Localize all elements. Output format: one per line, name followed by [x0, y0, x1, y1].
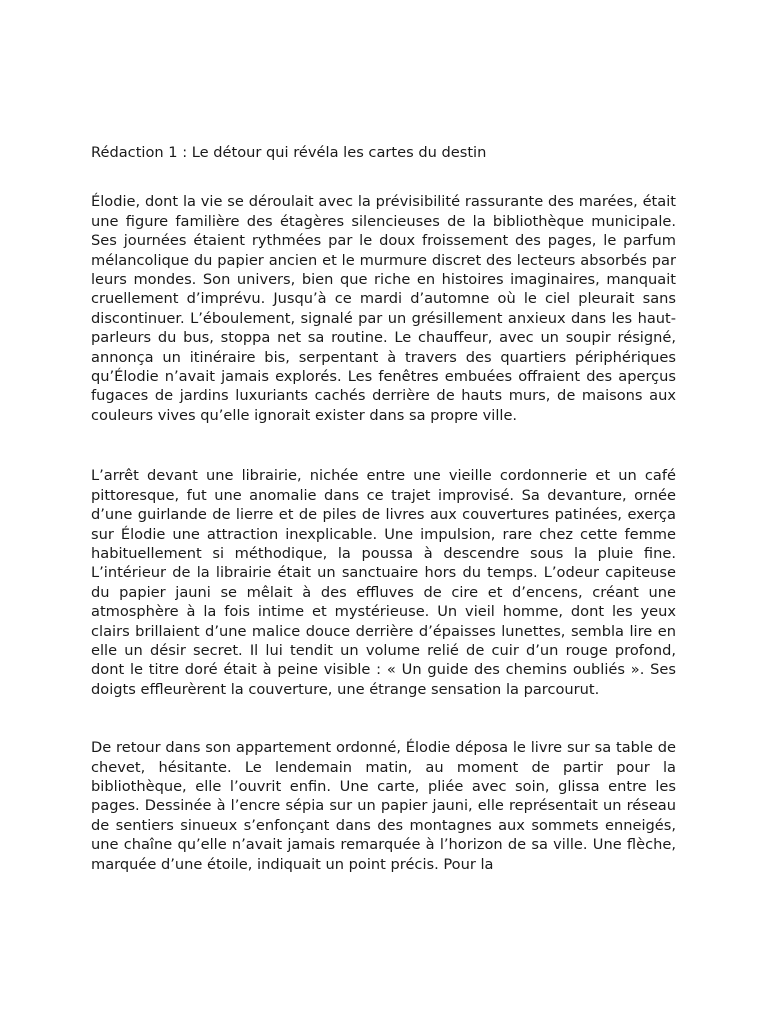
document-body	[91, 143, 676, 874]
paragraph-3: De retour dans son appartement ordonné, Élodie déposa le livre sur sa table de chevet, hésitante. Le lendemain matin, au moment de partir pour la bibliothèque, elle l’ouvrit enfin. Une carte, pliée avec soin, glissa entre les pages. Dessinée à l’encre sépia sur un papier jauni, elle représentait un réseau de sentiers sinueux s’enfonçant dans des montagnes aux sommets enneigés, une chaîne qu’elle n’avait jamais remarquée à l’horizon de sa ville. Une flèche, marquée d’une étoile, indiquait un point précis. Pour la	[91, 739, 676, 873]
paragraph-1: Élodie, dont la vie se déroulait avec la prévisibilité rassurante des marées, était une figure familière des étagères silencieuses de la bibliothèque municipale. Ses journées étaient rythmées par le doux froissement des pages, le parfum mélancolique du papier ancien et le murmure discret des lecteurs absorbés par leurs mondes. Son univers, bien que riche en histoires imaginaires, manquait cruellement d’imprévu. Jusqu’à ce mardi d’automne où le ciel pleurait sans discontinuer. L’éboulement, signalé par un grésillement anxieux dans les haut-parleurs du bus, stoppa net sa routine. Le chauffeur, avec un soupir résigné, annonça un itinéraire bis, serpentant à travers des quartiers périphériques qu’Élodie n’avait jamais explorés. Les fenêtres embuées offraient des aperçus fugaces de jardins luxuriants cachés derrière de hauts murs, de maisons aux couleurs vives qu’elle ignorait exister dans sa propre ville.	[91, 193, 676, 424]
paragraph-2: L’arrêt devant une librairie, nichée entre une vieille cordonnerie et un café pittoresque, fut une anomalie dans ce trajet improvisé. Sa devanture, ornée d’une guirlande de lierre et de piles de livres aux couvertures patinées, exerça sur Élodie une attraction inexplicable. Une impulsion, rare chez cette femme habituellement si méthodique, la poussa à descendre sous la pluie fine. L’intérieur de la librairie était un sanctuaire hors du temps. L’odeur capiteuse du papier jauni se mêlait à des effluves de cire et d’encens, créant une atmosphère à la fois intime et mystérieuse. Un vieil homme, dont les yeux clairs brillaient d’une malice douce derrière d’épaisses lunettes, sembla lire en elle un désir secret. Il lui tendit un volume relié de cuir d’un rouge profond, dont le titre doré était à peine visible : « Un guide des chemins oubliés ». Ses doigts effleurèrent la couverture, une étrange sensation la parcourut.	[91, 467, 676, 698]
document-title: Rédaction 1 : Le détour qui révéla les cartes du destin	[91, 144, 487, 161]
